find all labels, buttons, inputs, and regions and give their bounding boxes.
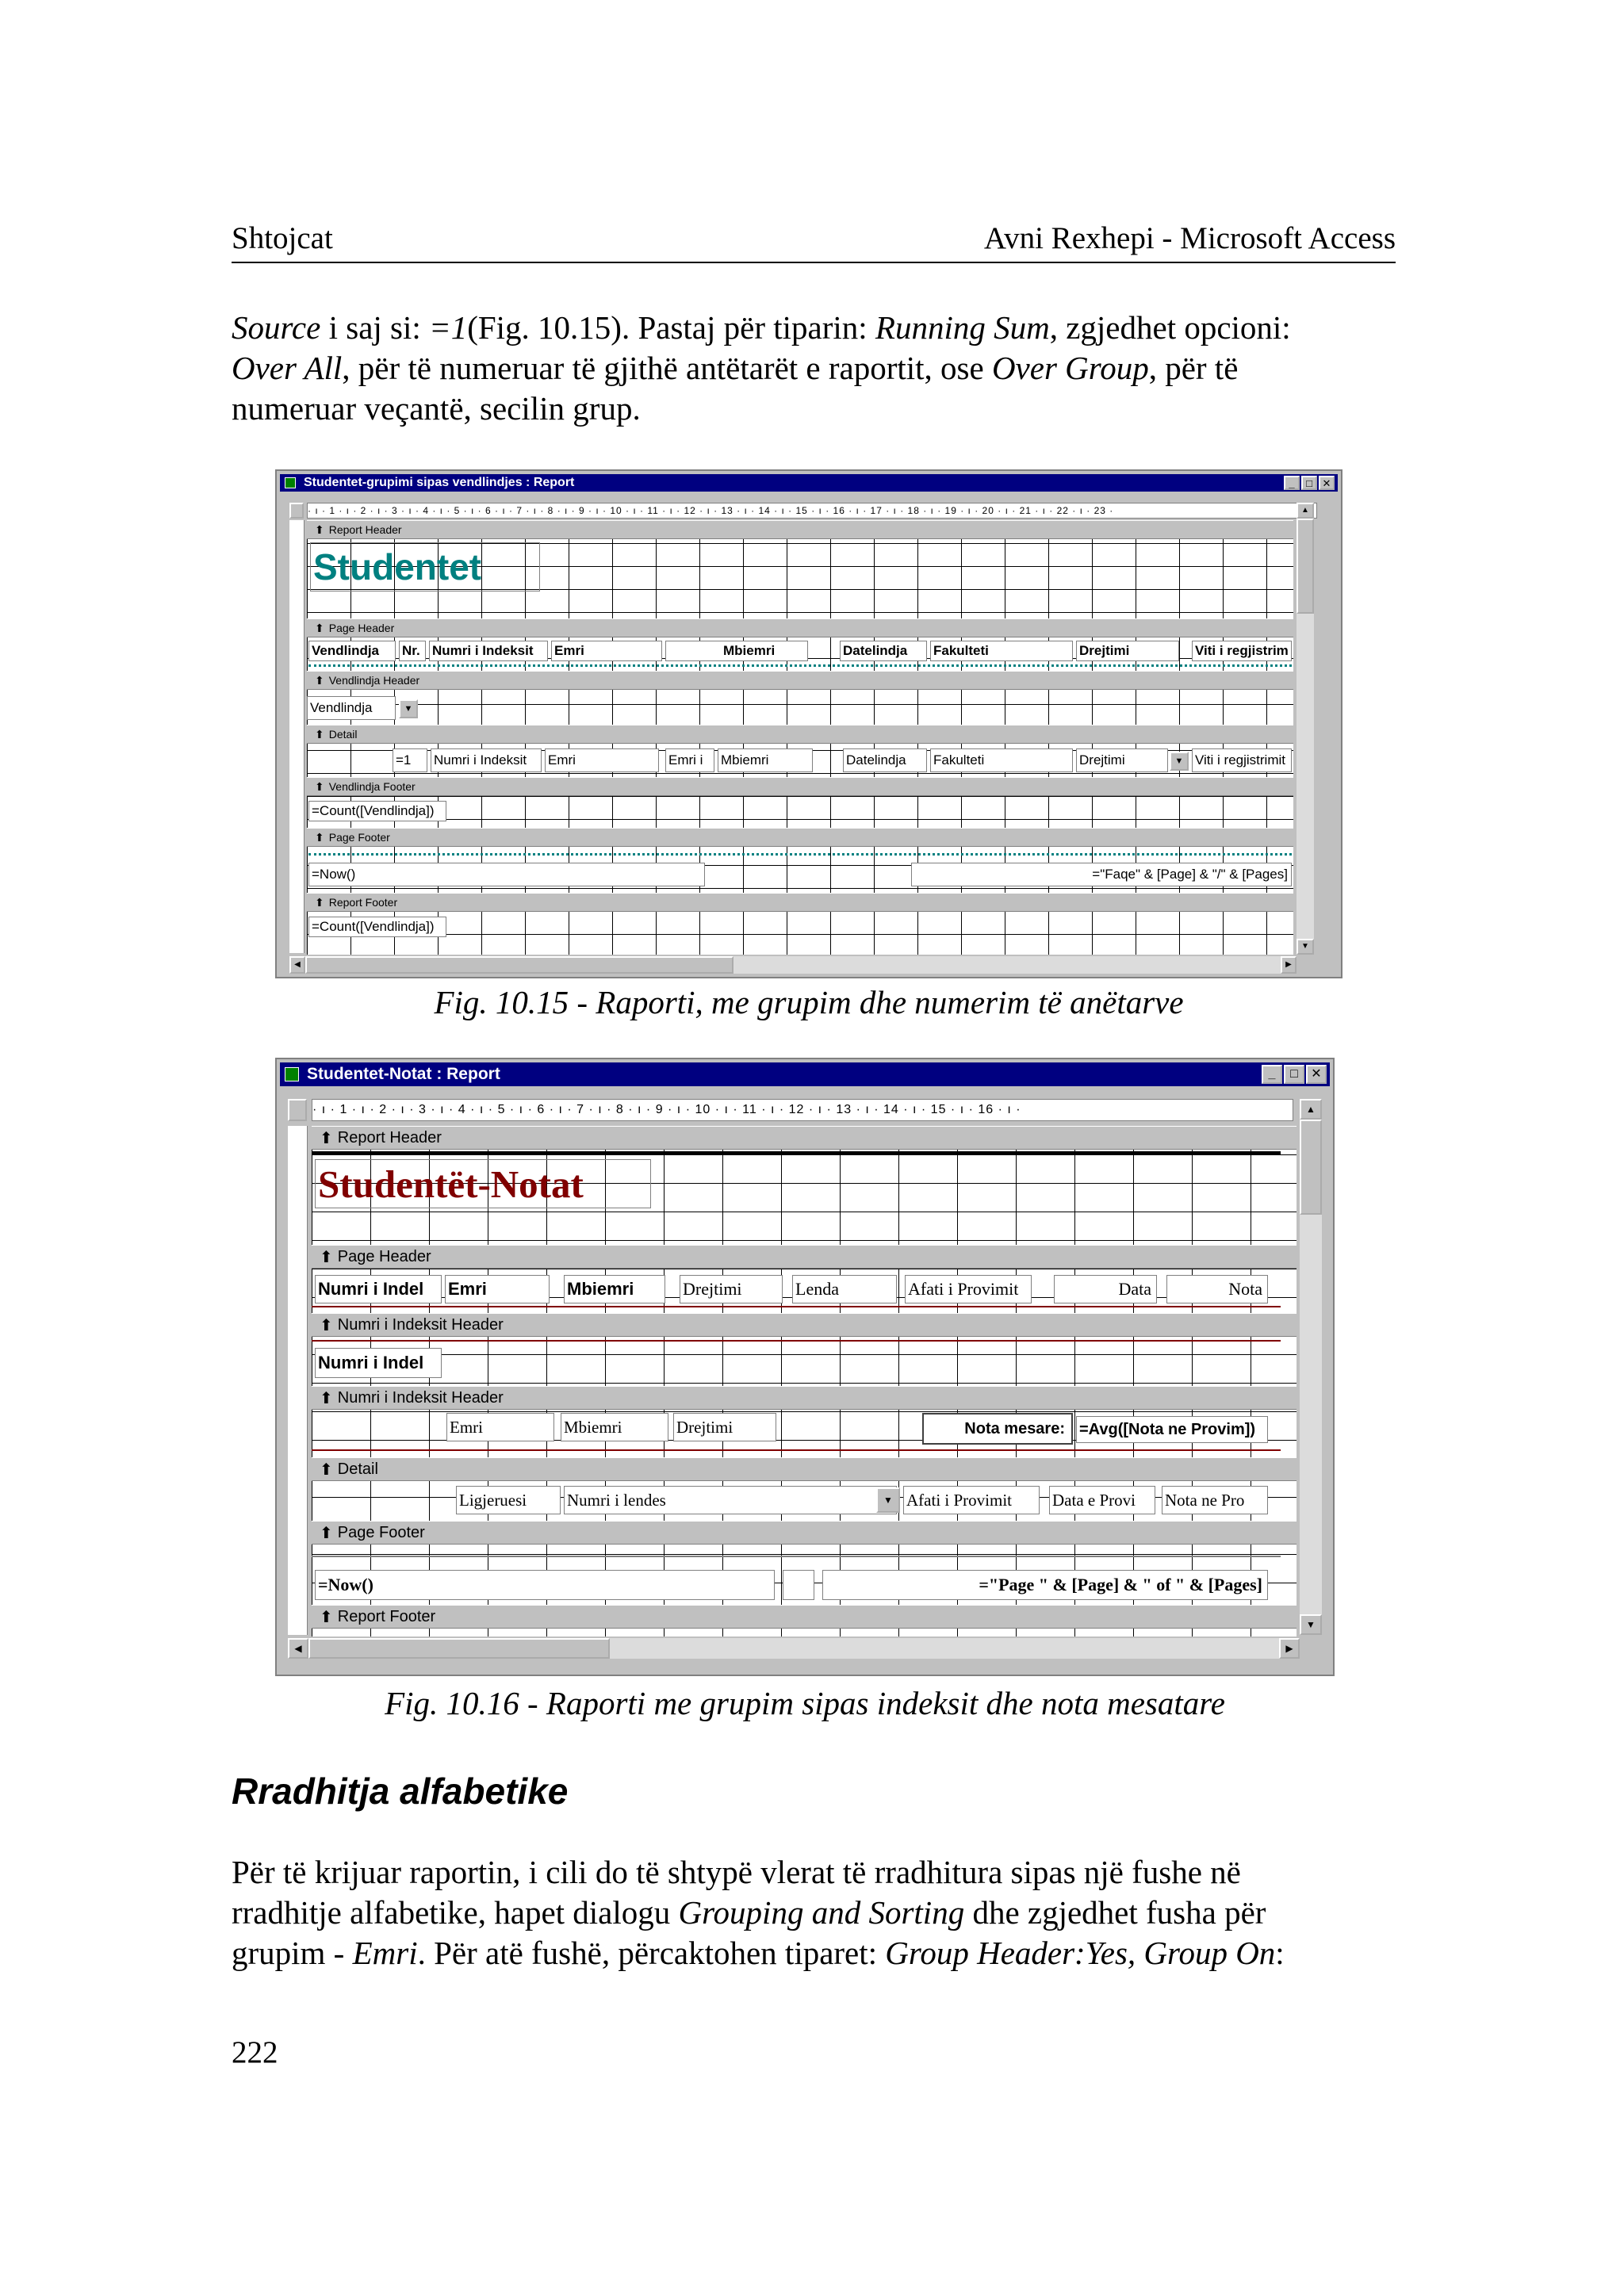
report-title-label[interactable]: Studentët-Notat [315, 1159, 651, 1208]
detail-field-afati[interactable]: Afati i Provimit [903, 1486, 1040, 1514]
outro-text: : [1275, 1935, 1285, 1971]
section-band-report-header[interactable] [307, 520, 1293, 539]
header-divider-line [308, 664, 1292, 667]
header-label-numri-indeksit[interactable]: Numri i Indel [315, 1275, 442, 1303]
detail-field-running-sum[interactable]: =1 [393, 748, 427, 772]
group-field-emri[interactable]: Emri [446, 1413, 554, 1441]
header-label-viti[interactable]: Viti i regjistrim [1192, 641, 1292, 661]
band-label: Report Header [328, 523, 402, 536]
outro-text: Për të krijuar raportin, i cili do të shtypë vlerat të rradhitura sipas një fushe në [232, 1854, 1241, 1890]
scroll-down-icon[interactable]: ▼ [1300, 1614, 1322, 1635]
section-band-detail[interactable] [312, 1457, 1297, 1481]
horizontal-scrollbar[interactable] [288, 1638, 1300, 1659]
intro-text: , zgjedhet opcioni: [1049, 309, 1291, 346]
section-band-report-footer[interactable] [312, 1605, 1297, 1629]
scroll-left-icon[interactable]: ◀ [288, 1638, 308, 1659]
intro-term-eq1: =1 [429, 309, 468, 346]
scroll-up-icon[interactable]: ▲ [1300, 1099, 1322, 1120]
section-arrow-icon: ⬆ [315, 673, 324, 687]
horizontal-ruler: · ı · 1 · ı · 2 · ı · 3 · ı · 4 · ı · 5 · ı · 6 · ı · 7 · ı · 8 · ı · 9 · ı · 10 · ı · 11 · ı · 12 · ı · 13 · ı · 14 · ı · 15 · ı · 16 · ı · 17 · ı · 18 · ı · 19 · ı · 20 · ı · 21 · ı · 22 · ı · 23 · [307, 503, 1317, 519]
outro-text: rradhitje alfabetike, hapet dialogu [232, 1894, 679, 1931]
dropdown-arrow-icon[interactable]: ▼ [399, 699, 418, 718]
group-field-drejtimi[interactable]: Drejtimi [673, 1413, 776, 1441]
detail-field-ligjeruesi[interactable]: Ligjeruesi [456, 1486, 561, 1514]
section-band-page-header[interactable] [312, 1245, 1297, 1269]
section-band-group-footer[interactable] [307, 777, 1293, 796]
header-label-numri-indeksit[interactable]: Numri i Indeksit [429, 641, 548, 661]
scroll-right-icon[interactable]: ▶ [1281, 956, 1297, 974]
group-top-line [312, 1340, 1281, 1342]
maximize-icon[interactable]: □ [1284, 1065, 1304, 1084]
dropdown-arrow-icon[interactable]: ▼ [1170, 752, 1189, 771]
detail-field-drejtimi[interactable]: Drejtimi [1076, 748, 1168, 772]
header-label-drejtimi[interactable]: Drejtimi [680, 1275, 783, 1303]
intro-text: i saj si: [320, 309, 430, 346]
report-title-label[interactable]: Studentet [310, 542, 540, 591]
figure-caption-10-16: Fig. 10.16 - Raporti me grupim sipas indeksit dhe nota mesatare [385, 1685, 1225, 1721]
header-label-mbiemri[interactable]: Mbiemri [665, 641, 808, 661]
section-arrow-icon: ⬆ [315, 621, 324, 634]
section-band-page-header[interactable] [307, 618, 1293, 637]
vertical-scroll-thumb[interactable] [1297, 519, 1314, 614]
detail-field-fakulteti[interactable]: Fakulteti [930, 748, 1073, 772]
section-band-report-footer[interactable] [307, 893, 1293, 912]
intro-text: (Fig. 10.15). Pastaj për tiparin: [467, 309, 875, 346]
band-label: Report Header [337, 1128, 442, 1146]
report-design-window-1[interactable] [275, 469, 1342, 978]
group-field-vendlindja[interactable]: Vendlindja [307, 696, 396, 720]
band-label: Numri i Indeksit Header [337, 1315, 504, 1334]
band-label: Vendlindja Header [328, 674, 420, 687]
title-bar[interactable] [280, 474, 1338, 492]
window-title: Studentet-grupimi sipas vendlindjes : Report [304, 476, 575, 489]
running-header-left: Shtojcat [232, 221, 333, 255]
report-icon [285, 1067, 299, 1081]
header-label-nr[interactable]: Nr. [399, 641, 426, 661]
maximize-icon[interactable]: □ [1301, 476, 1317, 490]
horizontal-ruler: · ı · 1 · ı · 2 · ı · 3 · ı · 4 · ı · 5 · ı · 6 · ı · 7 · ı · 8 · ı · 9 · ı · 10 · ı · 11 · ı · 12 · ı · 13 · ı · 14 · ı · 15 · ı · 16 · ı · [312, 1099, 1293, 1121]
page-footer-now[interactable]: =Now() [308, 863, 705, 886]
close-icon[interactable]: ✕ [1319, 476, 1335, 490]
section-heading: Rradhitja alfabetike [232, 1770, 569, 1812]
horizontal-scroll-thumb[interactable] [305, 956, 733, 974]
detail-field-nota[interactable]: Nota ne Pro [1162, 1486, 1268, 1514]
section-band-group-header[interactable] [307, 671, 1293, 690]
section-arrow-icon: ⬆ [320, 1460, 333, 1479]
section-arrow-icon: ⬆ [315, 895, 324, 909]
band-label: Page Header [337, 1247, 431, 1265]
section-band-report-header[interactable] [312, 1126, 1297, 1150]
header-label-vendlindja[interactable]: Vendlindja [308, 641, 396, 661]
section-arrow-icon: ⬆ [315, 727, 324, 741]
group-footer-count[interactable]: =Count([Vendlindja]) [308, 801, 446, 821]
window-title: Studentet-Notat : Report [307, 1065, 500, 1083]
scroll-up-icon[interactable]: ▲ [1297, 503, 1314, 519]
band-label: Page Footer [328, 831, 390, 844]
vertical-ruler [288, 1126, 308, 1635]
vertical-ruler [289, 520, 304, 953]
horizontal-scroll-thumb[interactable] [308, 1638, 610, 1659]
intro-text: , për të numeruar të gjithë antëtarët e raportit, ose [342, 350, 992, 386]
title-top-line [312, 1151, 1281, 1155]
running-header-right: Avni Rexhepi - Microsoft Access [983, 221, 1396, 255]
band-label: Detail [328, 728, 358, 741]
page-footer-spacer-box[interactable] [783, 1570, 814, 1600]
group-field-mbiemri[interactable]: Mbiemri [561, 1413, 668, 1441]
header-label-lenda[interactable]: Lenda [792, 1275, 897, 1303]
header-label-data[interactable]: Data [1054, 1275, 1157, 1303]
vertical-scrollbar[interactable] [1297, 503, 1314, 955]
report-icon [285, 477, 296, 488]
horizontal-scrollbar[interactable] [289, 956, 1297, 974]
minimize-icon[interactable]: _ [1284, 476, 1300, 490]
header-rule [232, 262, 1396, 263]
footer-divider-line [308, 853, 1292, 856]
header-label-afati[interactable]: Afati i Provimit [905, 1275, 1032, 1303]
intro-term-running-sum: Running Sum [875, 309, 1050, 346]
intro-text: numeruar veçantë, secilin grup. [232, 390, 641, 427]
band-label: Report Footer [337, 1607, 436, 1625]
section-arrow-icon: ⬆ [320, 1129, 333, 1147]
figure-caption-10-15: Fig. 10.15 - Raporti, me grupim dhe numerim të anëtarve [434, 984, 1184, 1020]
intro-term-over-all: Over All [232, 350, 343, 386]
detail-field-numri-indeksit[interactable]: Numri i Indeksit [431, 748, 542, 772]
report-design-canvas[interactable] [307, 520, 1293, 955]
report-design-window-2[interactable] [275, 1058, 1335, 1676]
page-footer-now[interactable]: =Now() [315, 1570, 775, 1600]
section-arrow-icon: ⬆ [315, 523, 324, 536]
group-bottom-line [312, 1449, 1281, 1451]
intro-term-over-group: Over Group [991, 350, 1149, 386]
intro-paragraph [232, 308, 1397, 429]
section-band-page-footer[interactable] [307, 828, 1293, 847]
close-icon[interactable]: ✕ [1306, 1065, 1327, 1084]
section-band-detail[interactable] [307, 725, 1293, 744]
detail-field-mbiemri[interactable]: Mbiemri [718, 748, 813, 772]
avg-grade-expression[interactable]: =Avg([Nota ne Provim]) [1076, 1416, 1268, 1443]
vertical-scrollbar[interactable] [1300, 1099, 1322, 1635]
detail-field-emri[interactable]: Emri [545, 748, 659, 772]
header-label-datelindja[interactable]: Datelindja [840, 641, 927, 661]
page-footer-pages[interactable]: ="Page " & [Page] & " of " & [Pages] [822, 1570, 1268, 1600]
dropdown-arrow-icon[interactable]: ▼ [876, 1487, 900, 1513]
title-bar[interactable] [280, 1062, 1330, 1086]
section-arrow-icon: ⬆ [320, 1608, 333, 1626]
band-label: Page Footer [337, 1523, 425, 1541]
scroll-right-icon[interactable]: ▶ [1279, 1638, 1300, 1659]
section-arrow-icon: ⬆ [320, 1248, 333, 1266]
outro-term-emri: Emri [352, 1935, 418, 1971]
minimize-icon[interactable]: _ [1262, 1065, 1282, 1084]
band-label: Detail [337, 1460, 378, 1478]
section-arrow-icon: ⬆ [320, 1524, 333, 1542]
select-report-button[interactable] [289, 503, 304, 519]
header-label-emri[interactable]: Emri [551, 641, 662, 661]
outro-text: . Për atë fushë, përcaktohen tiparet: [417, 1935, 886, 1971]
header-label-fakulteti[interactable]: Fakulteti [930, 641, 1073, 661]
scroll-left-icon[interactable]: ◀ [289, 956, 305, 974]
vertical-scroll-thumb[interactable] [1300, 1120, 1322, 1215]
outro-text: dhe zgjedhet fusha për [964, 1894, 1266, 1931]
group-field-numri-indeksit[interactable]: Numri i Indel [315, 1348, 442, 1378]
report-design-canvas[interactable] [312, 1126, 1297, 1636]
detail-field-numri-lendes[interactable]: Numri i lendes [564, 1486, 897, 1514]
section-arrow-icon: ⬆ [315, 830, 324, 844]
header-label-mbiemri[interactable]: Mbiemri [564, 1275, 665, 1303]
section-arrow-icon: ⬆ [315, 779, 324, 793]
detail-field-data[interactable]: Data e Provi [1049, 1486, 1155, 1514]
header-divider-line [312, 1306, 1281, 1307]
detail-field-emri-i[interactable]: Emri i [665, 748, 714, 772]
band-label: Report Footer [328, 896, 398, 909]
intro-text: , për të [1148, 350, 1239, 386]
intro-term-source: Source [232, 309, 321, 346]
report-footer-count[interactable]: =Count([Vendlindja]) [308, 917, 446, 937]
section-arrow-icon: ⬆ [320, 1316, 333, 1334]
section-band-group-header-2[interactable] [312, 1386, 1297, 1410]
outro-term-group-header: Group Header:Yes, Group On [885, 1935, 1276, 1971]
page-footer-pages[interactable]: ="Faqe" & [Page] & "/" & [Pages] [911, 863, 1292, 886]
select-report-button[interactable] [288, 1099, 307, 1121]
detail-field-datelindja[interactable]: Datelindja [843, 748, 927, 772]
band-label: Vendlindja Footer [328, 780, 416, 793]
outro-term-grouping-sorting: Grouping and Sorting [678, 1894, 965, 1931]
header-label-drejtimi[interactable]: Drejtimi [1076, 641, 1179, 661]
scroll-down-icon[interactable]: ▼ [1297, 939, 1314, 955]
detail-field-viti[interactable]: Viti i regjistrimit [1192, 748, 1292, 772]
section-arrow-icon: ⬆ [320, 1389, 333, 1407]
band-label: Page Header [328, 622, 395, 634]
section-band-page-footer[interactable] [312, 1521, 1297, 1545]
section-band-group-header-1[interactable] [312, 1313, 1297, 1337]
band-label: Numri i Indeksit Header [337, 1388, 504, 1407]
footer-top-line [312, 1556, 1281, 1557]
page-number: 222 [232, 2035, 278, 2069]
outro-paragraph [232, 1852, 1397, 1973]
outro-text: grupim - [232, 1935, 353, 1971]
header-label-nota[interactable]: Nota [1166, 1275, 1268, 1303]
avg-grade-label[interactable]: Nota mesare: [922, 1413, 1073, 1445]
header-label-emri[interactable]: Emri [445, 1275, 550, 1303]
